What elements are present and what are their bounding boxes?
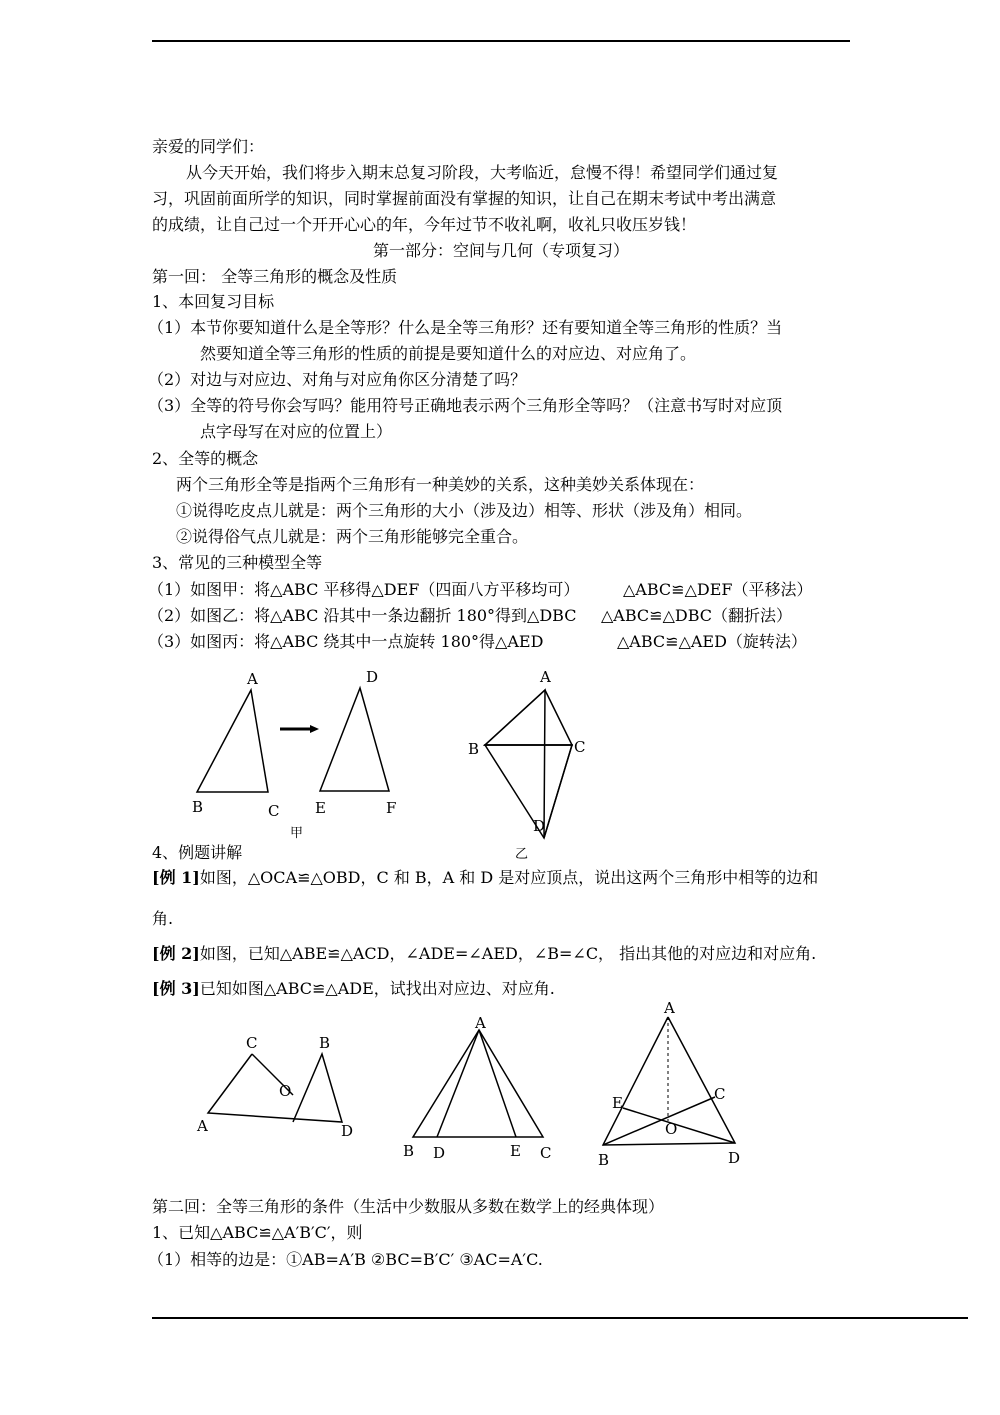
label-e: E bbox=[612, 1094, 623, 1112]
model-desc: （2）如图乙：将△ABC 沿其中一条边翻折 180°得到△DBC bbox=[148, 606, 577, 625]
header-rule bbox=[152, 40, 850, 42]
goal-item: （2）对边与对应边、对角与对应角你区分清楚了吗？ bbox=[148, 370, 527, 389]
label-o: O bbox=[279, 1082, 292, 1100]
segment-ad bbox=[437, 1030, 479, 1137]
arrow-head-icon bbox=[310, 725, 319, 733]
label-a: A bbox=[247, 670, 258, 688]
label-a: A bbox=[475, 1014, 486, 1032]
part-title: 第一部分：空间与几何（专项复习） bbox=[372, 241, 629, 260]
greeting: 亲爱的同学们： bbox=[152, 137, 265, 156]
example-1 bbox=[152, 868, 818, 888]
label-d: D bbox=[433, 1144, 446, 1162]
triangle-abc bbox=[197, 690, 268, 792]
concept-line: ②说得俗气点儿就是：两个三角形能够完全重合。 bbox=[176, 527, 529, 546]
label-c: C bbox=[246, 1034, 258, 1052]
section-title: 2、全等的概念 bbox=[152, 449, 259, 468]
chapter1-title: 第一回： 全等三角形的概念及性质 bbox=[152, 267, 398, 286]
label-c: C bbox=[268, 802, 280, 820]
label-b: B bbox=[192, 798, 204, 816]
figure-caption: 甲 bbox=[290, 826, 304, 841]
model-result: △ABC≌△DBC（翻折法） bbox=[601, 606, 792, 625]
label-a: A bbox=[540, 668, 551, 686]
goal-item: 点字母写在对应的位置上） bbox=[200, 422, 393, 441]
label-d: D bbox=[341, 1122, 354, 1140]
concept-line: ①说得吃皮点儿就是：两个三角形的大小（涉及边）相等、形状（涉及角）相同。 bbox=[176, 501, 753, 520]
label-b: B bbox=[468, 740, 480, 758]
intro-paragraph-line: 从今天开始，我们将步入期末总复习阶段，大考临近，怠慢不得！希望同学们通过复 bbox=[186, 163, 779, 182]
example-tag: [例 2] bbox=[152, 944, 200, 963]
example-text: 如图，△OCA≌△OBD，C 和 B，A 和 D 是对应顶点，说出这两个三角形中相等的边和 bbox=[199, 868, 819, 887]
model-result: △ABC≌△DEF（平移法） bbox=[623, 580, 813, 599]
section-title: 3、常见的三种模型全等 bbox=[152, 553, 323, 572]
triangle-dbc bbox=[485, 745, 572, 838]
label-c: C bbox=[540, 1144, 552, 1162]
label-c: C bbox=[574, 738, 586, 756]
triangle-def bbox=[320, 688, 389, 791]
example-text: 如图，已知△ABE≌△ACD，∠ADE=∠AED，∠B=∠C， 指出其他的对应边和对应角. bbox=[199, 944, 817, 963]
label-a: A bbox=[664, 999, 675, 1017]
label-a: A bbox=[197, 1117, 208, 1135]
intro-paragraph-line: 习，巩固前面所学的知识，同时掌握前面没有掌握的知识，让自己在期末考试中考出满意 bbox=[152, 189, 777, 208]
goal-item: 然要知道全等三角形的性质的前提是要知道什么的对应边、对应角了。 bbox=[200, 344, 697, 363]
label-d: D bbox=[366, 668, 379, 686]
figure-jia bbox=[180, 665, 420, 845]
triangle-oca bbox=[208, 1054, 342, 1122]
example-2 bbox=[152, 944, 816, 964]
goal-item: （1）本节你要知道什么是全等形？什么是全等三角形？还有要知道全等三角形的性质？当 bbox=[148, 318, 783, 337]
example-tag: [例 3] bbox=[152, 979, 200, 998]
label-f: F bbox=[386, 799, 397, 817]
footer-rule bbox=[152, 1317, 968, 1319]
section-title: 1、本回复习目标 bbox=[152, 292, 275, 311]
label-o: O bbox=[665, 1120, 678, 1138]
example-1-cont: 角. bbox=[152, 909, 174, 928]
example-tag: [例 1] bbox=[152, 868, 200, 887]
label-b: B bbox=[319, 1034, 331, 1052]
label-c: C bbox=[714, 1085, 726, 1103]
kite-outline-2 bbox=[485, 690, 572, 745]
example-3 bbox=[152, 979, 555, 999]
concept-line: 两个三角形全等是指两个三角形有一种美妙的关系，这种美妙关系体现在： bbox=[176, 475, 705, 494]
chapter2-line: （1）相等的边是：①AB=A′B ②BC=B′C′ ③AC=A′C. bbox=[148, 1250, 543, 1269]
chapter2-line: 1、已知△ABC≌△A′B′C′，则 bbox=[152, 1223, 363, 1242]
label-d: D bbox=[728, 1149, 741, 1167]
section-title: 4、例题讲解 bbox=[152, 843, 243, 862]
figure-ex2 bbox=[395, 1010, 570, 1170]
label-e: E bbox=[315, 799, 326, 817]
figure-caption: 乙 bbox=[515, 847, 529, 862]
model-result: △ABC≌△AED（旋转法） bbox=[617, 632, 807, 651]
figure-ex1 bbox=[190, 1030, 370, 1140]
triangle-abc bbox=[413, 1030, 543, 1137]
label-b: B bbox=[403, 1142, 415, 1160]
label-e: E bbox=[510, 1142, 521, 1160]
label-d: D bbox=[533, 817, 546, 835]
chapter2-title: 第二回：全等三角形的条件（生活中少数服从多数在数学上的经典体现） bbox=[152, 1197, 665, 1216]
kite-outline bbox=[485, 690, 572, 838]
goal-item: （3）全等的符号你会写吗？能用符号正确地表示两个三角形全等吗？（注意书写时对应顶 bbox=[148, 396, 783, 415]
intro-paragraph-line: 的成绩，让自己过一个开开心心的年，今年过节不收礼啊，收礼只收压岁钱！ bbox=[152, 215, 697, 234]
example-text: 已知如图△ABC≌△ADE，试找出对应边、对应角. bbox=[199, 979, 555, 998]
figure-ex3 bbox=[590, 995, 750, 1170]
figure-yi bbox=[460, 665, 600, 865]
model-desc: （3）如图丙：将△ABC 绕其中一点旋转 180°得△AED bbox=[148, 632, 544, 651]
segment-de bbox=[623, 1108, 735, 1143]
label-b: B bbox=[598, 1151, 610, 1169]
model-desc: （1）如图甲：将△ABC 平移得△DEF（四面八方平移均可） bbox=[148, 580, 580, 599]
